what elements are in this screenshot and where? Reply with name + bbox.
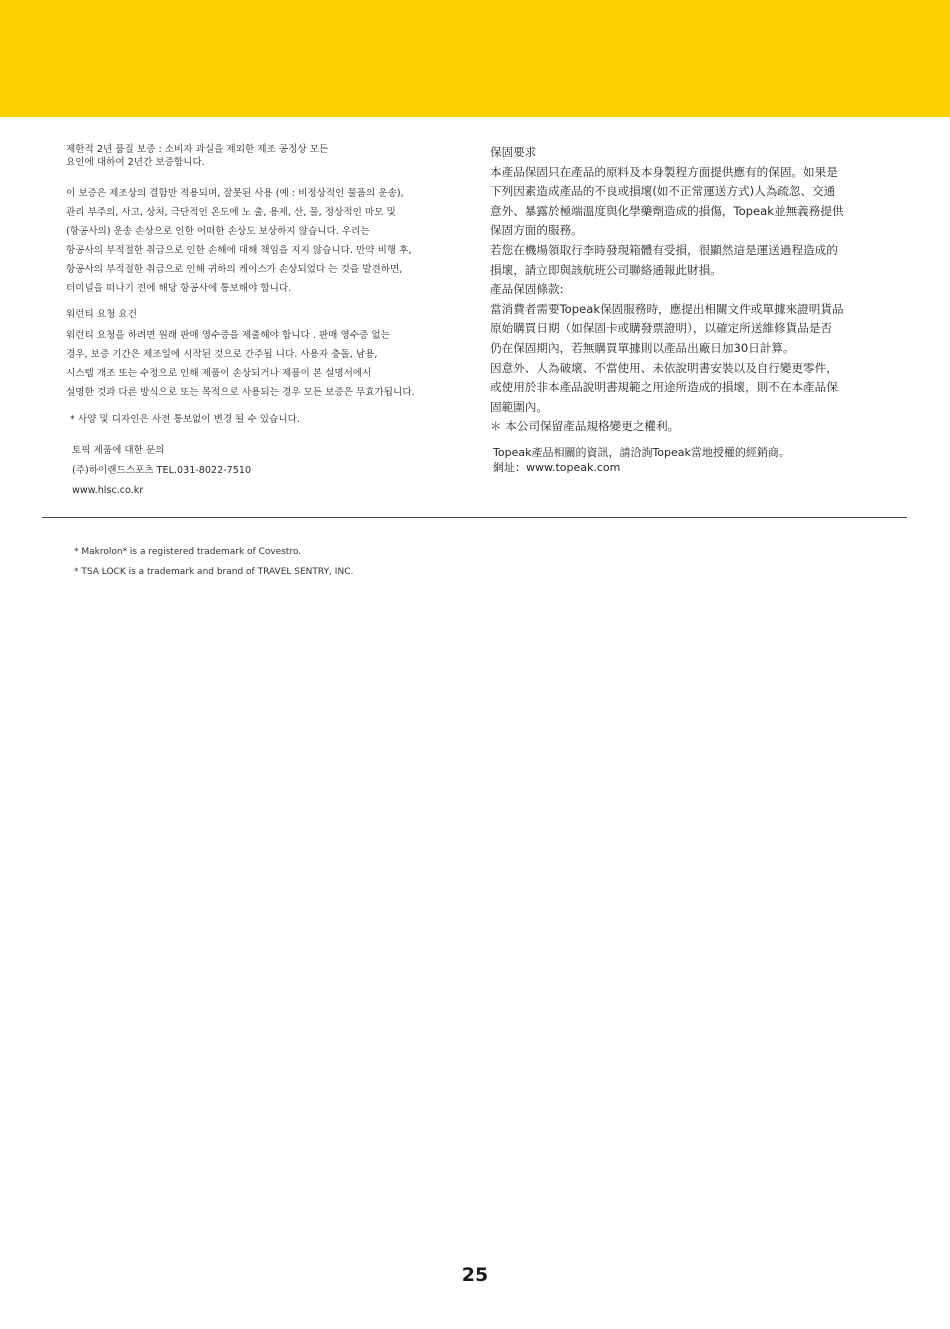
text-line: 意外、暴露於極端溫度與化學藥劑造成的損傷，Topeak並無義務提供 <box>490 203 844 218</box>
text-line: 產品保固條款: <box>490 282 564 297</box>
contact-website: www.hlsc.co.kr <box>72 485 144 496</box>
contact-title: 토픽 제품에 대한 문의 <box>72 445 165 456</box>
text-line: 固範圍內。 <box>490 399 548 414</box>
text-line: 워런티 요청을 하려면 원래 판매 영수증을 제출해야 합니다 . 판매 영수증 없는 <box>66 330 390 341</box>
chinese-dealer-info <box>490 445 890 475</box>
trademark-note: * TSA LOCK is a trademark and brand of TRAVEL SENTRY, INC. <box>74 567 354 577</box>
claim-title: 워런티 요청 요건 <box>66 309 137 320</box>
text-line: 관리 부주의, 사고, 상처, 극단적인 온도에 노 출, 용제, 산, 물, 정상적인 마모 및 <box>66 207 396 218</box>
text-line: 경우, 보증 기간은 제조일에 시작된 것으로 간주됩 니다. 사용자 충돌, 남용, <box>66 349 378 360</box>
text-line: 항공사의 부적절한 취급으로 인해 귀하의 케이스가 손상되었다 는 것을 발견하면, <box>66 264 403 275</box>
text-line: 損壞，請立即與該航班公司聯絡通報此財損。 <box>490 262 722 277</box>
text-line: 설명한 것과 다른 방식으로 또는 목적으로 사용되는 경우 모든 보증은 무효가됩니다. <box>66 387 415 398</box>
text-line: 요인에 대하여 2년간 보증합니다. <box>66 157 205 168</box>
korean-claim <box>66 326 461 402</box>
korean-contact <box>66 441 461 500</box>
text-line: 제한적 2년 품질 보증 : 소비자 과실을 제외한 제조 공정상 모든 <box>66 144 329 155</box>
text-line: 本產品保固只在產品的原料及本身製程方面提供應有的保固。如果是 <box>490 164 838 179</box>
chinese-title: 保固要求 <box>490 145 537 159</box>
text-line: 保固方面的服務。 <box>490 223 583 238</box>
text-line: 仍在保固期內，若無購買單據則以產品出廠日加30日計算。 <box>490 340 795 355</box>
text-line: 因意外、人為破壞、不當使用、未依說明書安裝以及自行變更零件， <box>490 360 838 375</box>
spec-note: * 사양 및 디자인은 사전 통보없이 변경 될 수 있습니다. <box>70 414 300 425</box>
text-line: 항공사의 부적절한 취급으로 인한 손해에 대해 책임을 지지 않습니다. 만약 비행 후, <box>66 245 412 256</box>
text-line: 原始購買日期（如保固卡或購發票證明），以確定所送維修貨品是否 <box>490 321 833 336</box>
trademark-note: * Makrolon* is a registered trademark of Covestro. <box>74 547 302 557</box>
korean-warranty-section <box>66 143 461 500</box>
text-line: 시스템 개조 또는 수정으로 인해 제품이 손상되거나 제품이 본 설명서에서 <box>66 368 372 379</box>
page-number: 25 <box>461 1264 489 1286</box>
korean-intro <box>66 143 461 169</box>
text-line: 이 보증은 제조상의 결함만 적용되며, 잘못된 사용 (예 : 비정상적인 물품의 운송), <box>66 188 404 199</box>
dealer-website: 網址：www.topeak.com <box>493 460 621 474</box>
text-line: 若您在機場領取行李時發現箱體有受損，很顯然這是運送過程造成的 <box>490 242 838 257</box>
contact-company: (주)하이랜드스포츠 TEL.031-8022-7510 <box>72 465 252 476</box>
section-divider <box>42 517 907 518</box>
dealer-text: Topeak產品相關的資訊，請洽詢Topeak當地授權的經銷商。 <box>493 445 790 459</box>
text-line: (항공사의) 운송 손상으로 인한 어떠한 손상도 보상하지 않습니다. 우리는 <box>66 226 370 237</box>
text-line: 或使用於非本產品說明書規範之用途所造成的損壞，則不在本產品保 <box>490 380 838 395</box>
header-band <box>0 0 950 117</box>
trademark-notes <box>74 542 353 582</box>
text-line: 下列因素造成產品的不良或損壞(如不正常運送方式)人為疏忽、交通 <box>490 184 836 199</box>
chinese-warranty-section <box>490 143 890 475</box>
text-line: ＊ 本公司保留產品規格變更之權利。 <box>490 419 680 434</box>
text-line: 當消費者需要Topeak保固服務時，應提出相關文件或單據來證明貨品 <box>490 301 844 316</box>
text-line: 터미널을 떠나기 전에 해당 항공사에 통보해야 합니다. <box>66 283 292 294</box>
korean-coverage <box>66 184 461 298</box>
